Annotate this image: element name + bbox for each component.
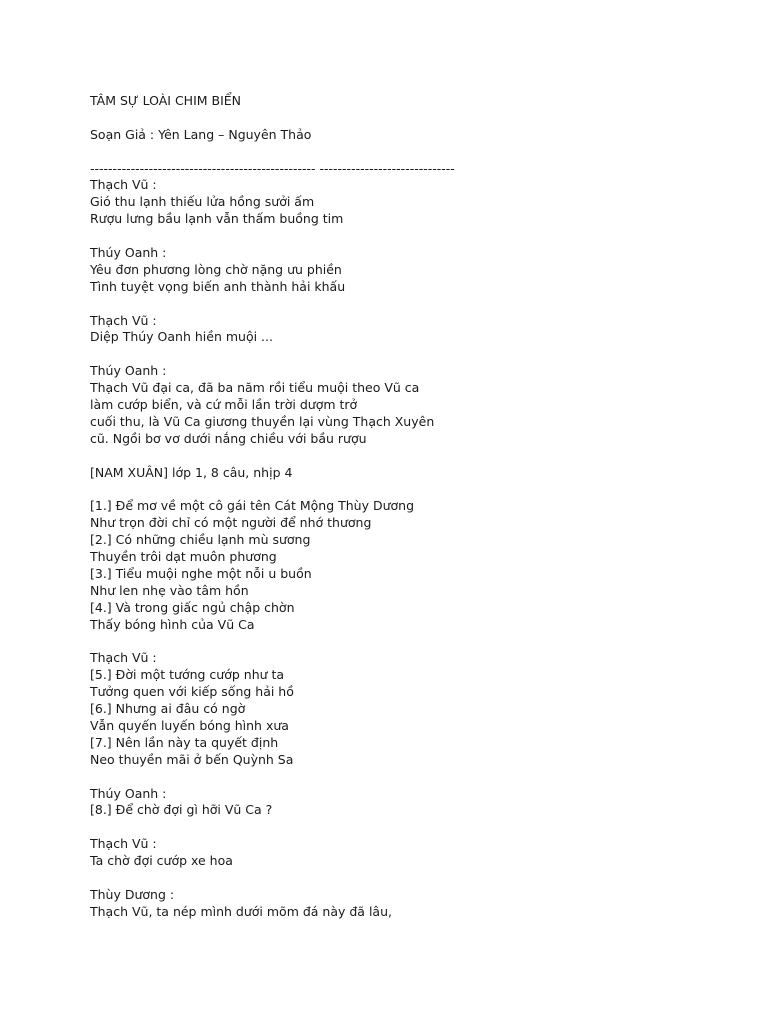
text-line: Thạch Vũ đại ca, đã ba năm rồi tiểu muội theo Vũ ca xyxy=(90,380,420,396)
text-line: Ta chờ đợi cướp xe hoa xyxy=(90,853,233,869)
text-line: [3.] Tiểu muội nghe một nỗi u buồn xyxy=(90,565,312,581)
text-line: [8.] Để chờ đợi gì hỡi Vũ Ca ? xyxy=(90,802,273,818)
text-line: [2.] Có những chiều lạnh mù sương xyxy=(90,532,311,548)
text-line: Thạch Vũ : xyxy=(90,650,157,666)
text-line: [1.] Để mơ về một cô gái tên Cát Mộng Thùy Dương xyxy=(90,498,415,514)
text-line: Diệp Thúy Oanh hiền muội ... xyxy=(90,329,273,345)
text-line: Gió thu lạnh thiếu lửa hồng sưởi ấm xyxy=(90,194,315,210)
text-line: Thạch Vũ : xyxy=(90,177,157,193)
document-title: TÂM SỰ LOÀI CHIM BIỂN xyxy=(90,93,242,108)
blank-line xyxy=(90,481,730,498)
text-line: Tưởng quen với kiếp sống hải hồ xyxy=(90,684,294,700)
text-line: [5.] Đời một tướng cướp như ta xyxy=(90,667,285,683)
text-line: Thúy Oanh : xyxy=(90,363,167,379)
text-line: Thạch Vũ : xyxy=(90,836,157,852)
text-line: cuối thu, là Vũ Ca giương thuyền lại vùng Thạch Xuyên xyxy=(90,413,435,429)
text-line: Như trọn đời chỉ có một người để nhớ thương xyxy=(90,515,372,531)
blank-line xyxy=(90,228,730,245)
blank-line xyxy=(90,819,730,836)
text-line: Thuyền trôi dạt muôn phương xyxy=(90,549,277,565)
text-line: [7.] Nên lần này ta quyết định xyxy=(90,734,279,750)
text-line: Thúy Oanh : xyxy=(90,245,167,261)
blank-line xyxy=(90,448,730,465)
blank-line xyxy=(90,634,730,651)
text-line: Tình tuyệt vọng biến anh thành hải khấu xyxy=(90,278,346,294)
text-line: Thấy bóng hình của Vũ Ca xyxy=(90,616,255,632)
text-line: Yêu đơn phương lòng chờ nặng ưu phiền xyxy=(90,261,342,277)
text-line: Thùy Dương : xyxy=(90,886,175,902)
document-author: Soạn Giả : Yên Lang – Nguyên Thảo xyxy=(90,126,312,142)
text-line: Thúy Oanh : xyxy=(90,785,167,801)
text-line: [4.] Và trong giấc ngủ chập chờn xyxy=(90,599,295,615)
text-line: cũ. Ngồi bơ vơ dưới nắng chiều với bầu rượu xyxy=(90,430,367,446)
text-line: Neo thuyền mãi ở bến Quỳnh Sa xyxy=(90,751,294,767)
text-line: Thạch Vũ : xyxy=(90,312,157,328)
blank-line xyxy=(90,870,730,887)
text-line: Rượu lưng bầu lạnh vẫn thấm buồng tim xyxy=(90,211,344,227)
blank-line xyxy=(90,144,730,161)
blank-line xyxy=(90,110,730,127)
text-line: [6.] Nhưng ai đâu có ngờ xyxy=(90,701,246,717)
text-line: Thạch Vũ, ta nép mình dưới mõm đá này đã lâu, xyxy=(90,903,392,919)
text-line: [NAM XUÂN] lớp 1, 8 câu, nhịp 4 xyxy=(90,464,293,480)
blank-line xyxy=(90,296,730,313)
blank-line xyxy=(90,346,730,363)
document-page xyxy=(90,93,730,921)
blank-line xyxy=(90,769,730,786)
document-body xyxy=(90,177,730,920)
text-line: Như len nhẹ vào tâm hồn xyxy=(90,582,249,598)
text-line: Vẫn quyến luyến bóng hình xưa xyxy=(90,717,289,733)
text-line: làm cướp biển, và cứ mỗi lần trời dượm trở xyxy=(90,397,358,413)
separator-line: -------------------------------------------------- ------------------------------ xyxy=(90,160,455,176)
